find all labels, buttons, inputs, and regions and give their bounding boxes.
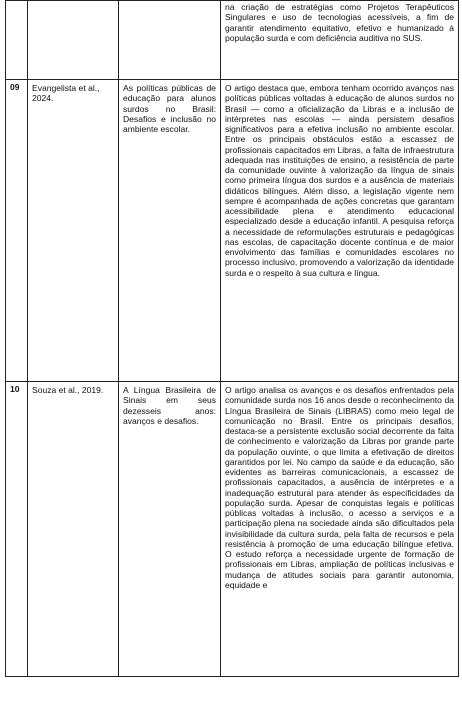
row-number: 10 <box>6 382 28 677</box>
row-author <box>28 1 119 80</box>
row-author: Souza et al., 2019. <box>28 382 119 677</box>
row-summary: O artigo destaca que, embora tenham ocorrido avanços nas políticas públicas voltadas à educação de alunos surdos no Brasil — como a oficialização da Libras e a inclusão de intérpretes nas escolas — ainda persistem desafios significativos para a efetiva inclusão no ambiente escolar. Entre os principais obstáculos estão a escassez de profissionais capacitados em Libras, a falta de infraestrutura adequada nas instituições de ensino, a resistência de parte da comunidade ouvinte à valorização da língua de sinais como primeira língua dos surdos e a ausência de materiais didáticos bilíngues. Além disso, a legislação vigente nem sempre é acompanhada de ações concretas que garantam acessibilidade plena e atendimento educacional especializado desde a educação infantil. A pesquisa reforça a necessidade de reformulações estruturais e pedagógicas nas escolas, de capacitação docente contínua e de maior envolvimento das famílias e comunidades escolares no processo inclusivo, promovendo a valorização da identidade surda e o respeito à sua cultura e língua. <box>221 80 459 382</box>
row-number: 09 <box>6 80 28 382</box>
row-title: A Língua Brasileira de Sinais em seus dezesseis anos: avanços e desafios. <box>119 382 221 677</box>
table-row <box>6 80 459 382</box>
row-summary: na criação de estratégias como Projetos Terapêuticos Singulares e uso de tecnologias acessíveis, a fim de garantir atendimento equitativo, efetivo e humanizado à população surda e com deficiência auditiva no SUS. <box>221 1 459 80</box>
row-number <box>6 1 28 80</box>
row-summary: O artigo analisa os avanços e os desafios enfrentados pela comunidade surda nos 16 anos desde o reconhecimento da Língua Brasileira de Sinais (LIBRAS) como meio legal de comunicação no Brasil. Entre os principais desafios, destaca-se a persistente exclusão social decorrente da falta de conhecimento e valorização da Libras por grande parte da população ouvinte, o que limita a efetivação de direitos garantidos por lei. No campo da saúde e da educação, são evidentes as barreiras comunicacionais, a escassez de profissionais capacitados, a ausência de intérpretes e a inadequação estrutural para atender às especificidades da população surda. Apesar de conquistas legais e políticas públicas voltadas à inclusão, o acesso a serviços e a participação plena na sociedade ainda são dificultados pela invisibilidade da cultura surda, pela falta de recursos e pela resistência à promoção de uma educação bilíngue efetiva. O estudo reforça a necessidade urgente de formação de profissionais em Libras, ampliação de políticas inclusivas e mudança de atitudes sociais para garantir autonomia, equidade e <box>221 382 459 677</box>
document-page <box>5 0 459 677</box>
row-title <box>119 1 221 80</box>
row-title: As políticas públicas de educação para alunos surdos no Brasil: Desafios e inclusão no ambiente escolar. <box>119 80 221 382</box>
table-row <box>6 382 459 677</box>
row-author: Evangelista et al., 2024. <box>28 80 119 382</box>
table-row <box>6 1 459 80</box>
literature-review-table <box>5 0 459 677</box>
